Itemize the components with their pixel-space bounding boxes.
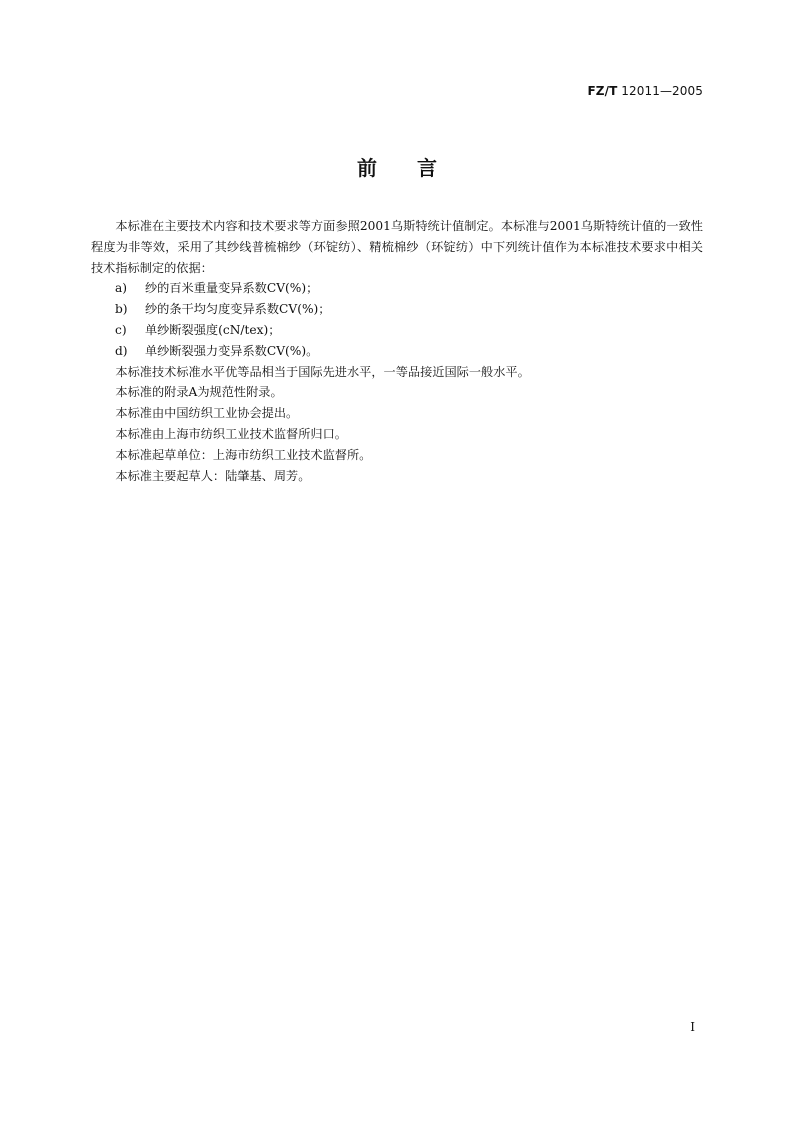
standard-number bbox=[587, 84, 703, 98]
list-item bbox=[91, 320, 703, 341]
list-item bbox=[91, 299, 703, 320]
list-item-text: 单纱断裂强力变异系数CV(%)。 bbox=[145, 343, 319, 358]
centralized-by-paragraph: 本标准由上海市纺织工业技术监督所归口。 bbox=[115, 426, 347, 441]
list-item-text: 纱的百米重量变异系数CV(%)； bbox=[145, 281, 319, 296]
page-number: I bbox=[690, 1020, 695, 1034]
annex-paragraph: 本标准的附录A为规范性附录。 bbox=[115, 385, 283, 400]
standard-number-prefix: FZ/T bbox=[587, 84, 618, 98]
list-marker: c) bbox=[115, 322, 127, 337]
list-item-text: 纱的条干均匀度变异系数CV(%)； bbox=[145, 302, 331, 317]
list-marker: d) bbox=[115, 343, 128, 358]
document-body bbox=[91, 216, 703, 486]
list-marker: a) bbox=[115, 281, 128, 296]
list-item bbox=[91, 278, 703, 299]
drafters-paragraph: 本标准主要起草人：陆肇基、周芳。 bbox=[115, 468, 311, 483]
proposed-by-paragraph: 本标准由中国纺织工业协会提出。 bbox=[115, 406, 299, 421]
list-item bbox=[91, 341, 703, 362]
level-paragraph: 本标准技术标准水平优等品相当于国际先进水平，一等品接近国际一般水平。 bbox=[115, 364, 530, 379]
list-marker: b) bbox=[115, 302, 128, 317]
list-item-text: 单纱断裂强度(cN/tex)； bbox=[145, 322, 281, 337]
intro-paragraph: 本标准在主要技术内容和技术要求等方面参照2001乌斯特统计值制定。本标准与2001乌斯特统计值的一致性程度为非等效，采用了其纱线普梳棉纱（环锭纺）、精梳棉纱（环锭纺）中下列统计值作为本标准技术要求中相关技术指标制定的依据： bbox=[91, 219, 703, 275]
standard-number-rest: 12011—2005 bbox=[617, 84, 703, 98]
drafting-unit-paragraph: 本标准起草单位：上海市纺织工业技术监督所。 bbox=[115, 447, 372, 462]
page-title: 前言 bbox=[357, 156, 477, 180]
